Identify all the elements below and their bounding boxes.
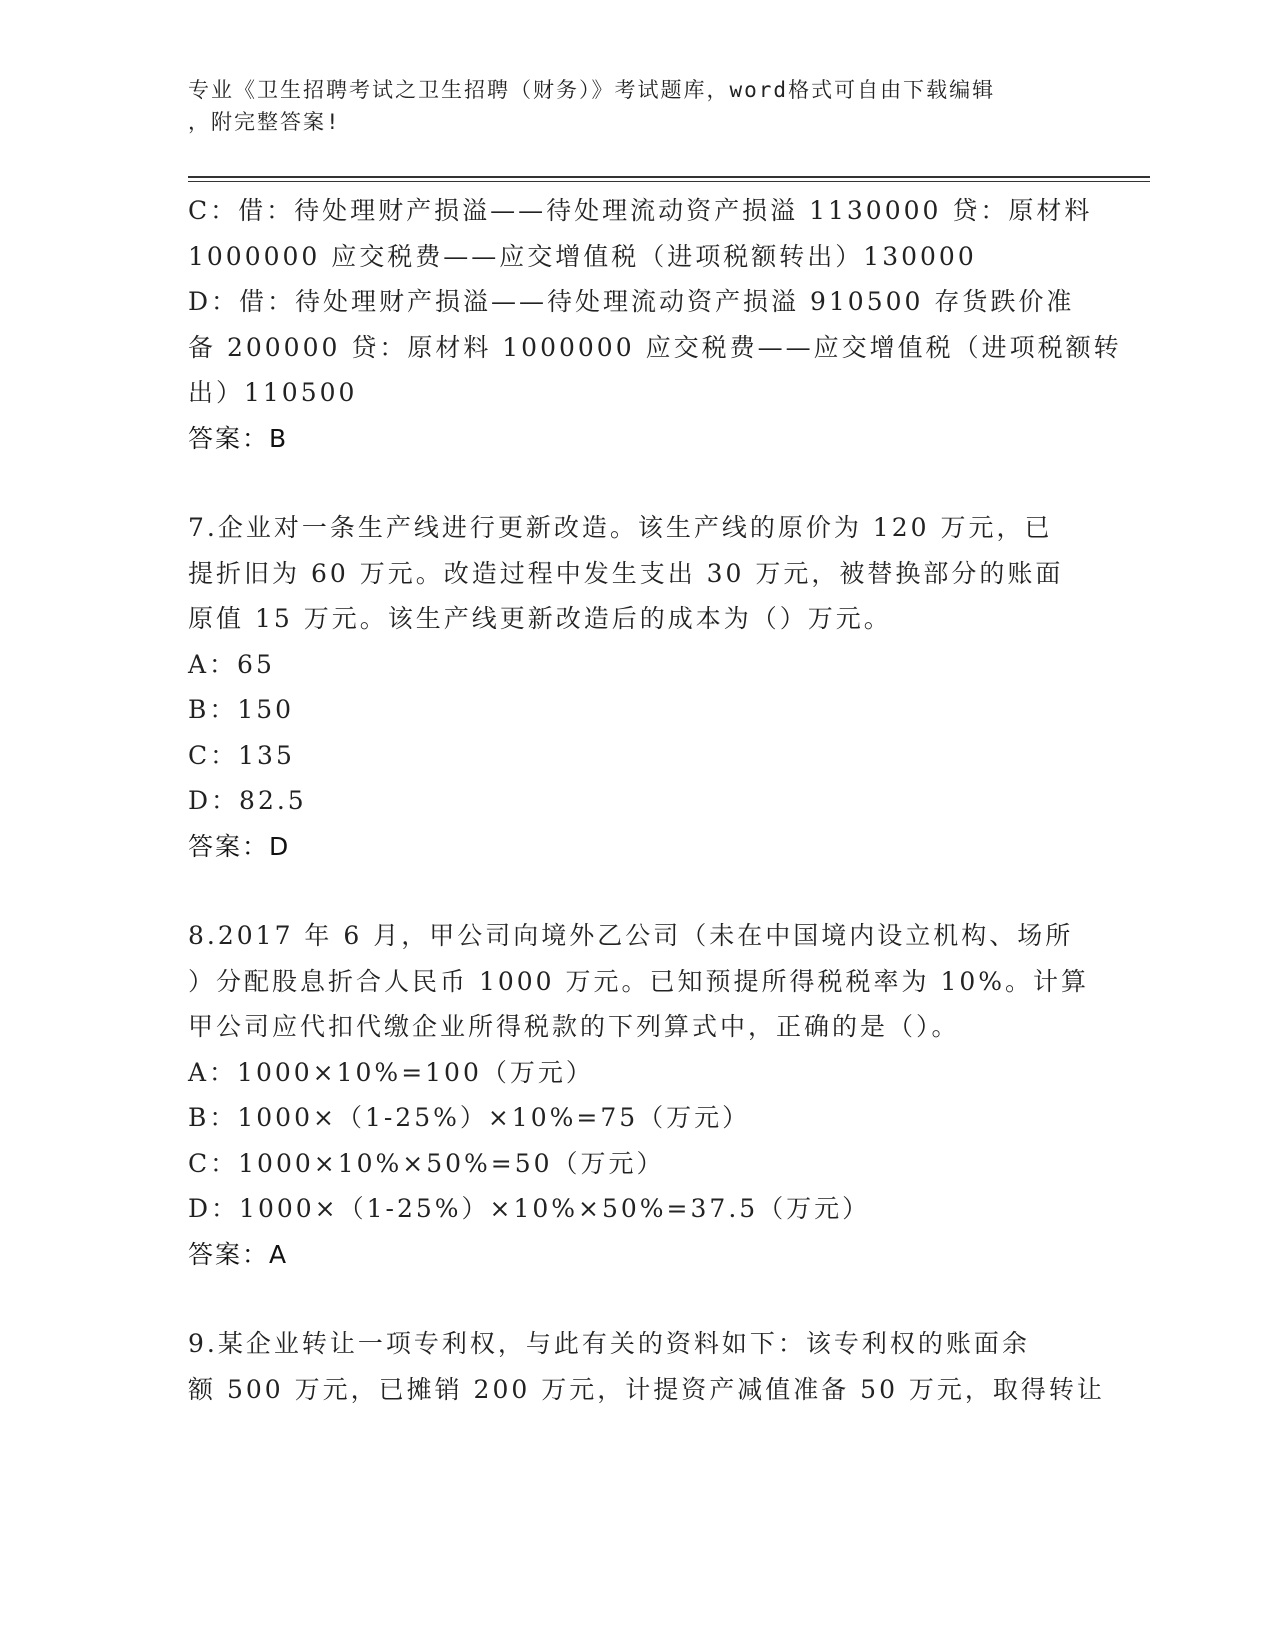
question-8 <box>188 913 1088 1277</box>
question-stem-line: 额 500 万元，已摊销 200 万元，计提资产减值准备 50 万元，取得转让 <box>188 1374 1105 1404</box>
answer-line: 答案：B <box>188 423 289 453</box>
option-c: C：135 <box>188 740 295 770</box>
question-stem-line: 原值 15 万元。该生产线更新改造后的成本为（）万元。 <box>188 604 892 633</box>
option-d: D：1000×（1-25%）×10%×50%=37.5（万元） <box>188 1194 871 1223</box>
option-d: D：82.5 <box>188 786 307 815</box>
header-rule-thin <box>188 181 1150 182</box>
option-a: A：1000×10%=100（万元） <box>188 1057 594 1087</box>
question-stem-line: ）分配股息折合人民币 1000 万元。已知预提所得税税率为 10%。计算 <box>188 966 1090 996</box>
question-stem-line: 7.企业对一条生产线进行更新改造。该生产线的原价为 120 万元，已 <box>188 513 1053 542</box>
option-b: B：150 <box>188 695 295 724</box>
option-d-line-1: D：借：待处理财产损溢——待处理流动资产损溢 910500 存货跌价准 <box>188 287 1075 316</box>
answer-line: 答案：A <box>188 1239 289 1269</box>
option-b: B：1000×（1-25%）×10%=75（万元） <box>188 1103 751 1132</box>
question-stem-line: 提折旧为 60 万元。改造过程中发生支出 30 万元，被替换部分的账面 <box>188 558 1064 588</box>
option-d-line-3: 出）110500 <box>188 378 358 407</box>
question-stem-line: 甲公司应代扣代缴企业所得税款的下列算式中，正确的是（）。 <box>188 1012 960 1041</box>
option-c: C：1000×10%×50%=50（万元） <box>188 1148 665 1178</box>
option-d-line-2: 备 200000 贷：原材料 1000000 应交税费——应交增值税（进项税额转 <box>188 332 1122 362</box>
question-stem-line: 8.2017 年 6 月，甲公司向境外乙公司（未在中国境内设立机构、场所 <box>188 921 1074 950</box>
document-header <box>188 74 1068 138</box>
previous-question-tail <box>188 188 1122 461</box>
header-title-line-1: 专业《卫生招聘考试之卫生招聘（财务）》考试题库，word格式可自由下载编辑 <box>188 78 996 102</box>
header-rule-thick <box>188 176 1150 178</box>
question-7 <box>188 505 1088 869</box>
header-title-line-2: ，附完整答案! <box>188 110 341 134</box>
option-c-line-2: 1000000 应交税费——应交增值税（进项税额转出）130000 <box>188 241 977 271</box>
option-a: A：65 <box>188 649 275 679</box>
option-c-line-1: C：借：待处理财产损溢——待处理流动资产损溢 1130000 贷：原材料 <box>188 196 1093 225</box>
answer-line: 答案：D <box>188 831 291 861</box>
question-stem-line: 9.某企业转让一项专利权，与此有关的资料如下：该专利权的账面余 <box>188 1329 1030 1358</box>
question-9 <box>188 1321 1105 1412</box>
document-body <box>188 188 1122 1412</box>
